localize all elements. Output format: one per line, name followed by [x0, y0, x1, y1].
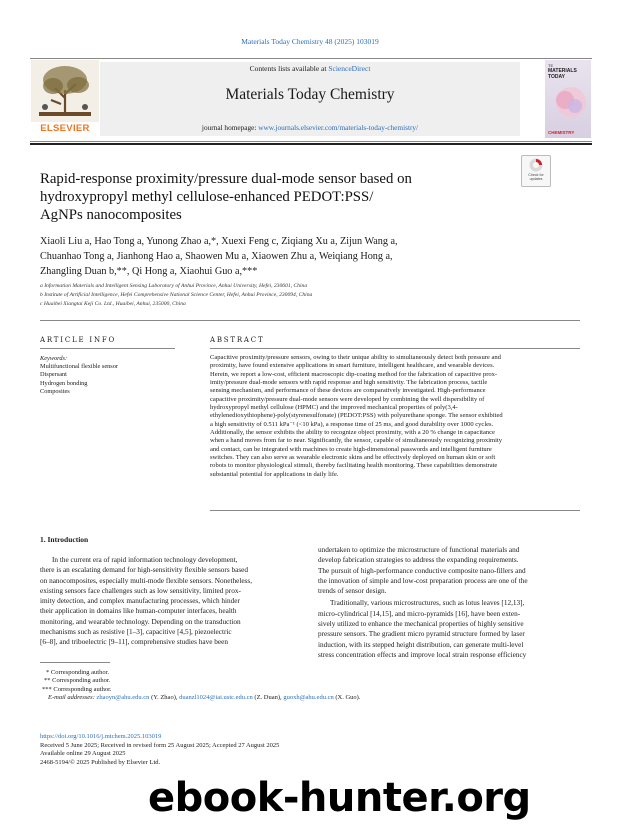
intro-line: trends of sensor design. [318, 587, 387, 596]
affiliation: b Institute of Artificial Intelligence, Hefei Comprehensive National Science Center, Hefei, Anhui Province, 230094, China [40, 292, 313, 298]
keyword: Multifunctional flexible sensor [40, 363, 118, 371]
keyword: Composites [40, 387, 70, 395]
email-link[interactable]: duanzl1024@iai.ustc.edu.cn [179, 693, 253, 701]
contents-line [100, 64, 520, 73]
homepage-line [100, 123, 520, 132]
intro-line: develop fabrication strategies to address the expanding requirements. [318, 556, 519, 565]
abstract-line: Herein, we report a low-cost, efficient macroscopic dip-coating method for the fabrication of capacitive prox- [210, 370, 498, 378]
abstract-line: imity/pressure dual-mode sensors with rapid response and high sensitivity. The fabrication process, tactile [210, 379, 488, 387]
article-info-rule [40, 348, 175, 349]
author-line: Chuanhao Tong a, Jianhong Hao a, Shaowen Mu a, Xiaowen Zhu a, Weiqiang Hong a, [40, 251, 393, 262]
author-line: Zhangling Duan b,**, Qi Hong a, Xiaohui Guo a,*** [40, 266, 258, 277]
abstract-line: Capacitive proximity/pressure sensors, owing to their unique ability to simultaneously detect both pressure and [210, 354, 501, 361]
abstract-line: when a hand moves from far to near. Significantly, the sensor, capable of simultaneously recognizing proximity [210, 437, 503, 445]
footnote-line: *** Corresponding author. [42, 685, 112, 693]
intro-line: on nanocomposites, especially multi-mode flexible sensors. Nonetheless, [40, 576, 253, 585]
intro-line: micro-cylindrical [14,15], and micro-pyramids [16], have been exten- [318, 609, 521, 618]
keyword: Dispersant [40, 371, 67, 379]
intro-line: The pursuit of high-performance conductive composite nano-fillers and [318, 566, 526, 575]
badge-text: Check for updates [528, 173, 544, 181]
intro-right-column [318, 545, 580, 660]
intro-line: monitoring, and wearable technology. Depending on the transduction [40, 617, 241, 626]
footnotes [40, 669, 580, 702]
keyword: Hydrogen bonding [40, 379, 88, 387]
abstract-line: hydroxypropyl methyl cellulose (HPMC) and the improved mechanical properties of poly(3,4- [210, 404, 458, 412]
intro-line: undertaken to optimize the microstructure of functional materials and [318, 546, 520, 554]
article-title [40, 170, 510, 224]
abstract-line: proximity, have found extensive applications in smart furniture, intelligent healthcare, and wearable devices. [210, 362, 495, 370]
intro-line: induction, with its stepped height distribution, can generate multi-level [318, 640, 524, 649]
intro-line: imity detection, and complex manufacturing processes, which hinder [40, 597, 240, 606]
intro-line: existing sensors face challenges such as low sensitivity, limited prox- [40, 586, 241, 595]
intro-line: stress concentration effects and improve local strain response efficiency [318, 650, 527, 659]
intro-line: sively utilized to enhance the mechanical properties of highly sensitive [318, 620, 524, 629]
footnote-line: * Corresponding author. [46, 669, 110, 676]
abstract-line: switches. They can also serve as wearable electronic skins and be effectively deployed on human skin or soft [210, 454, 496, 462]
cover-art-icon [547, 82, 589, 122]
received-dates: Received 5 June 2025; Received in revised form 25 August 2025; Accepted 27 August 2025 [40, 741, 280, 749]
publication-details [40, 733, 580, 767]
copyright: 2468-5194/© 2025 Published by Elsevier Ltd. [40, 758, 161, 766]
section-divider [40, 320, 580, 321]
title-line: AgNPs nanocomposites [40, 207, 182, 223]
email-line [40, 694, 580, 702]
journal-cover-thumbnail[interactable] [545, 60, 591, 138]
doi-link[interactable]: https://doi.org/10.1016/j.mtchem.2025.103019 [40, 733, 162, 740]
email-owner: (X. Guo). [335, 693, 361, 701]
available-online: Available online 29 August 2025 [40, 750, 126, 758]
abstract-line: substantial potential for applications in daily life. [210, 470, 339, 478]
intro-line: there is an escalating demand for high-sensitivity flexible sensors based [40, 566, 248, 575]
title-line: Rapid-response proximity/pressure dual-mode sensor based on [40, 171, 412, 187]
intro-line: their application in domains like human-computer interfaces, health [40, 607, 237, 616]
cover-label: CHEMISTRY [548, 130, 575, 135]
abstract-heading: ABSTRACT [210, 336, 265, 344]
elsevier-wordmark: ELSEVIER [40, 123, 90, 134]
email-link[interactable]: guoxh@ahu.edu.cn [283, 693, 334, 701]
check-updates-icon [529, 158, 543, 172]
intro-line: [6–8], and triboelectric [9–11], comprehensive studies have been [40, 638, 228, 647]
intro-line: the innovation of simple and low-cost preparation process are one of the [318, 576, 528, 585]
journal-title: Materials Today Chemistry [225, 86, 395, 103]
cover-title: MATERIALS TODAY [548, 68, 577, 80]
email-link[interactable]: zhaoyn@ahu.edu.cn [96, 693, 150, 701]
abstract-rule [210, 348, 580, 349]
homepage-link[interactable]: www.journals.elsevier.com/materials-today-chemistry/ [258, 123, 419, 132]
elsevier-tree-logo [31, 60, 99, 130]
abstract-bottom-rule [210, 510, 580, 511]
intro-left-column [40, 555, 302, 648]
title-line: hydroxypropyl methyl cellulose-enhanced PEDOT:PSS/ [40, 189, 374, 205]
abstract-line: robots to monitor physiological stimuli, thereby facilitating health monitoring. These capabilities demonstrate [210, 462, 498, 470]
email-label: E-mail addresses: [48, 693, 95, 701]
abstract-line: a high sensitivity of 0.511 kPa⁻¹ (<10 kPa), a response time of 25 ms, and good durability over 1000 cycles. [210, 420, 494, 428]
header-rule [30, 143, 592, 145]
affiliation: a Information Materials and Intelligent Sensing Laboratory of Anhui Province, Anhui University, Hefei, 230601, China [40, 283, 308, 289]
intro-line: Traditionally, various microstructures, such as lotus leaves [12,13], [330, 599, 525, 608]
abstract-line: sensing mechanism, and performance of these devices are comparatively investigated. High-performance [210, 387, 486, 395]
footnote-line: ** Corresponding author. [44, 677, 111, 685]
check-for-updates-badge[interactable] [521, 155, 551, 187]
author-line: Xiaoli Liu a, Hao Tong a, Yunong Zhao a,*, Xuexi Feng c, Ziqiang Xu a, Zijun Wang a, [40, 236, 398, 247]
keywords-block [40, 355, 175, 396]
homepage-prefix: journal homepage: [201, 123, 259, 132]
article-info-heading: ARTICLE INFO [40, 336, 117, 344]
author-list [40, 234, 580, 279]
abstract-body [210, 354, 580, 479]
introduction-heading: 1. Introduction [40, 535, 89, 544]
keywords-label: Keywords: [40, 355, 68, 362]
journal-citation[interactable]: Materials Today Chemistry 48 (2025) 103019 [241, 37, 379, 46]
intro-line: In the current era of rapid information technology development, [52, 556, 238, 564]
contents-prefix: Contents lists available at [249, 64, 329, 73]
affiliation: c Huaibei Xiangtai Keji Co. Ltd., Huaibei, Anhui, 235000, China [40, 301, 186, 307]
abstract-line: and contact, can be integrated with machines to create high-dimensional passwords and intelligent furniture [210, 445, 492, 453]
sciencedirect-link[interactable]: ScienceDirect [328, 64, 371, 73]
intro-line: mechanisms such as resistive [1–3], capacitive [4,5], piezoelectric [40, 628, 232, 637]
email-owner: (Z. Duan), [254, 693, 282, 701]
abstract-line: Additionally, the sensor exhibits the ability to recognize object proximity, with a 20 % change in capacitance [210, 429, 495, 437]
intro-line: pressure sensors. The gradient micro pyramid structure formed by laser [318, 630, 525, 639]
footnote-rule [40, 662, 110, 663]
email-owner: (Y. Zhao), [151, 693, 178, 701]
cover-title-top: TE [548, 63, 554, 68]
watermark-text: ebook-hunter.org [148, 775, 531, 821]
abstract-line: capacitive proximity/pressure dual-mode sensors were developed by combining the well dispersibility of [210, 395, 485, 403]
abstract-line: ethylenedioxythiophene)-poly(styrenesulfonate) (PEDOT:PSS) with polyurethane sponge. The sensor exhibited [210, 412, 503, 420]
